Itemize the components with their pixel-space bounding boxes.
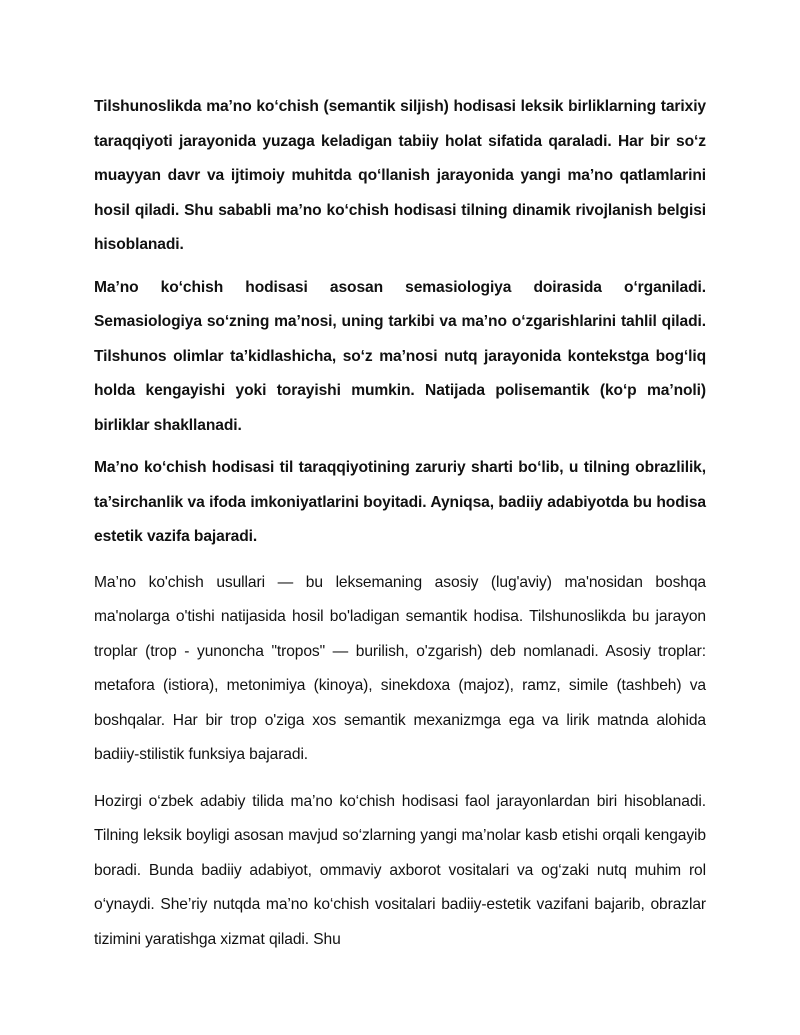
paragraph-3: Ma’no ko‘chish hodisasi til taraqqiyotining zaruriy sharti bo‘lib, u tilning obrazlilik, ta’sirchanlik va ifoda imkoniyatlarini boyitadi. Ayniqsa, badiiy adabiyotda bu hodisa estetik vazifa bajaradi. <box>94 459 706 545</box>
paragraph-1: Tilshunoslikda ma’no ko‘chish (semantik siljish) hodisasi leksik birliklarning tarixiy taraqqiyoti jarayonida yuzaga keladigan tabiiy holat sifatida qaraladi. Har bir so‘z muayyan davr va ijtimoiy muhitda qo‘llanish jarayonida yangi ma’no qatlamlarini hosil qiladi. Shu sababli ma’no ko‘chish hodisasi tilning dinamik rivojlanish belgisi hisoblanadi. <box>94 98 706 253</box>
paragraph-5: Hozirgi o‘zbek adabiy tilida ma’no ko‘chish hodisasi faol jarayonlardan biri hisoblanadi. Tilning leksik boyligi asosan mavjud so‘zlarning yangi ma’nolar kasb etishi orqali kengayib boradi. Bunda badiiy adabiyot, ommaviy axborot vositalari va og‘zaki nutq muhim rol o‘ynaydi. She’riy nutqda ma’no ko‘chish vositalari badiiy-estetik vazifani bajarib, obrazlar tizimini yaratishga xizmat qiladi. Shu <box>94 792 706 948</box>
paragraph-4: Ma’no ko'chish usullari — bu leksemaning asosiy (lug'aviy) ma'nosidan boshqa ma'nolarga o'tishi natijasida hosil bo'ladigan semantik hodisa. Tilshunoslikda bu jarayon troplar (trop - yunoncha "tropos" — burilish, o'zgarish) deb nomlanadi. Asosiy troplar: metafora (istiora), metonimiya (kinoya), sinekdoxa (majoz), ramz, simile (tashbeh) va boshqalar. Har bir trop o'ziga xos semantik mexanizmga ega va lirik matnda alohida badiiy-stilistik funksiya bajaradi. <box>94 573 706 763</box>
paragraph-2: Ma’no ko‘chish hodisasi asosan semasiologiya doirasida o‘rganiladi. Semasiologiya so‘zning ma’nosi, uning tarkibi va ma’no o‘zgarishlarini tahlil qiladi. Tilshunos olimlar ta’kidlashicha, so‘z ma’nosi nutq jarayonida kontekstga bog‘liq holda kengayishi yoki torayishi mumkin. Natijada polisemantik (ko‘p ma’noli) birliklar shakllanadi. <box>94 278 706 434</box>
document-page <box>94 90 706 957</box>
